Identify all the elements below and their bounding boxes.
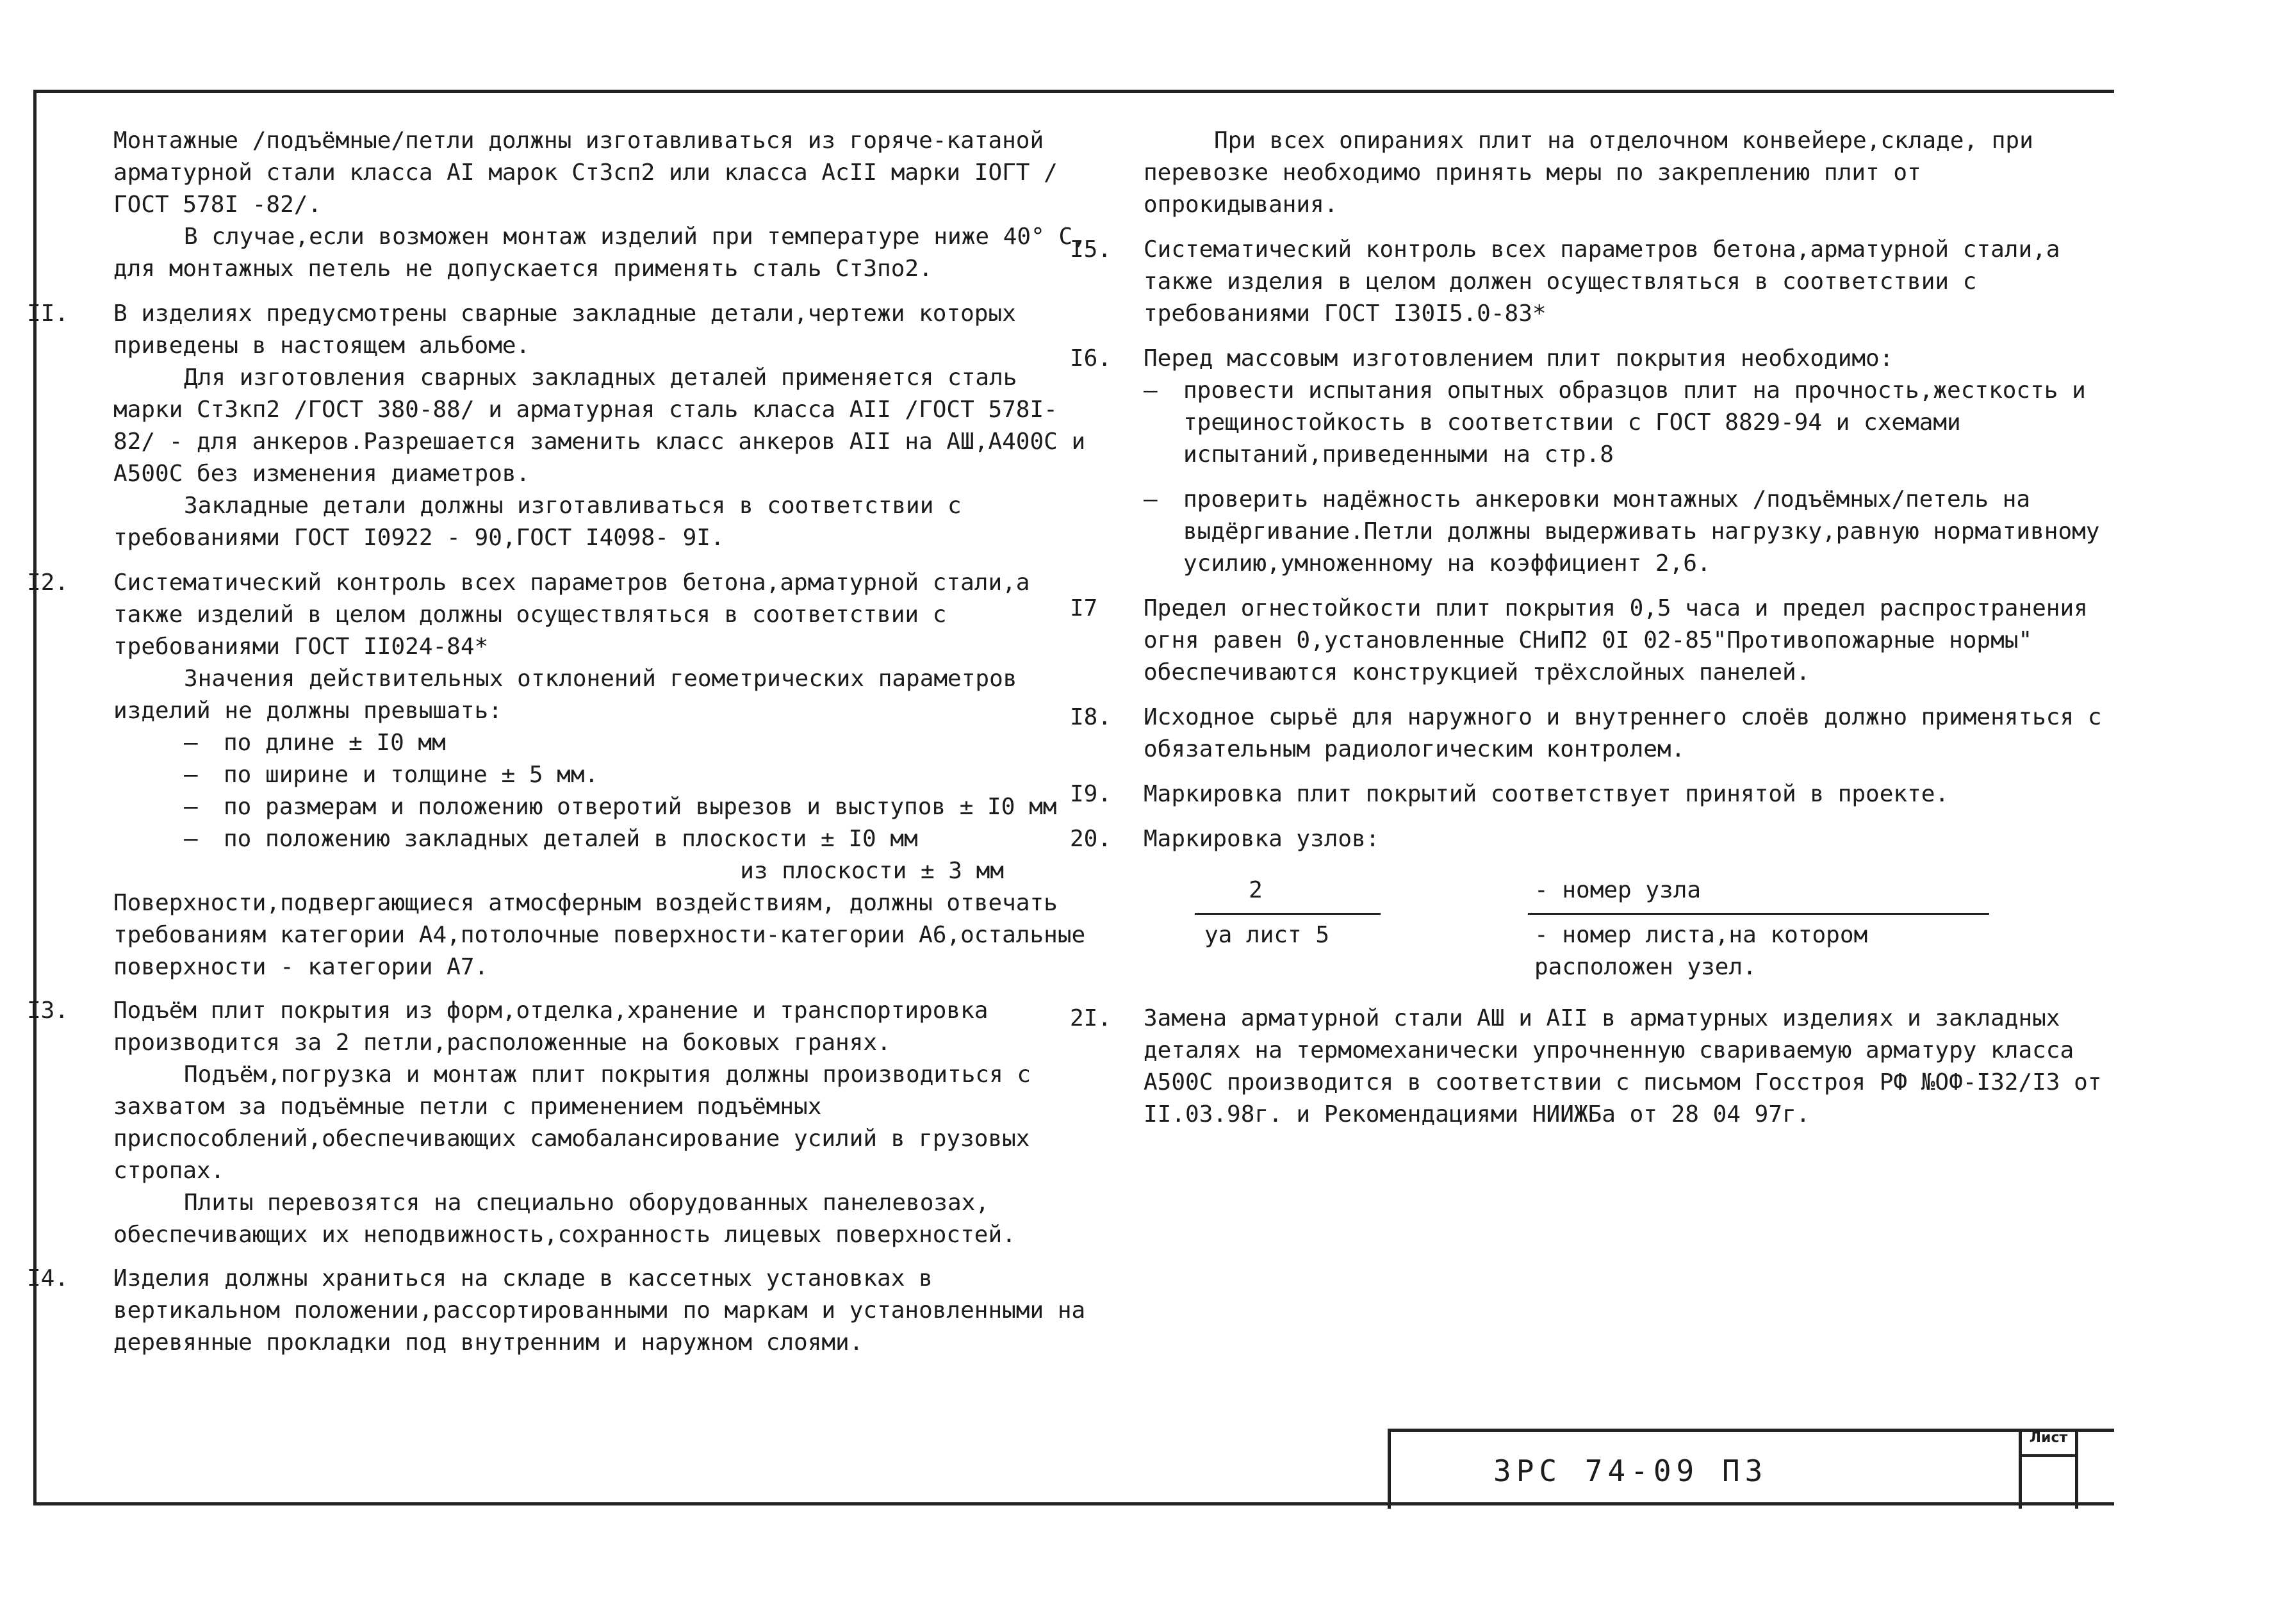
paragraph: Для изготовления сварных закладных деталей применяется сталь марки Ст3кп2 /ГОСТ 380-88/ и арматурная сталь класса АII /ГОСТ 578I-82/ - для анкеров.Разрешается заменить класс анкеров АII на АШ,А400С и А500С без изменения диаметров.: [113, 365, 1086, 487]
fraction-line: [1195, 913, 1381, 915]
node-number-description: - номер узла: [1534, 877, 1702, 903]
item-12: [27, 567, 1087, 983]
paragraph: Предел огнестойкости плит покрытия 0,5 часа и предел распространения огня равен 0,установленные СНиП2 0I 02-85"Противопожарные нормы" обеспечиваются конструкцией трёхслойных панелей.: [1144, 595, 2088, 685]
list-item: – по длине ± I0 мм: [184, 727, 1087, 759]
paragraph: Подъём плит покрытия из форм,отделка,хранение и транспортировка производится за 2 петли,расположенные на боковых гранях.: [113, 997, 989, 1056]
paragraph: Поверхности,подвергающиеся атмосферным воздействиям, должны отвечать требованиям категории А4,потолочные поверхности-категории А6,остальные поверхности - категории А7.: [113, 890, 1086, 980]
paragraph: Замена арматурной стали АШ и АII в арматурных изделиях и закладных деталях на термомеханически упрочненную свариваемую арматуру класса А500С производится в соответствии с письмом Госстроя РФ №ОФ-I32/I3 от II.03.98г. и Рекомендациями НИИЖБа от 28 04 97г.: [1144, 1005, 2102, 1128]
paragraph: Значения действительных отклонений геометрических параметров изделий не должны превышать:: [113, 666, 1017, 724]
paragraph: Плиты перевозятся на специально оборудованных панелевозах, обеспечивающих их неподвижность,сохранность лицевых поверхностей.: [113, 1190, 1016, 1248]
paragraph: Систематический контроль всех параметров бетона,арматурной стали,а также изделий в целом должны осуществляться в соответствии с требованиями ГОСТ II024-84*: [113, 570, 1030, 660]
sheet-label: Лист: [2029, 1430, 2068, 1446]
paragraph: Исходное сырьё для наружного и внутреннего слоёв должно применяться с обязательным радиологическим контролем.: [1144, 704, 2102, 762]
item-21: [1070, 1003, 2105, 1131]
item-number: I5.: [1070, 236, 1112, 263]
item-19: [1070, 778, 2105, 810]
tolerance-list: [113, 727, 1087, 855]
list-item: – по ширине и толщине ± 5 мм.: [184, 759, 1087, 791]
item-number: 20.: [1070, 826, 1112, 852]
title-block-stamp: [1388, 1429, 2114, 1509]
node-number: 2: [1249, 877, 1263, 903]
item-16: [1070, 343, 2105, 580]
document-sheet: [27, 90, 2114, 1505]
item-number: I2.: [27, 570, 69, 596]
item-number: I6.: [1070, 345, 1112, 372]
item-20: [1070, 823, 2105, 990]
list-item: – по размерам и положению отверотий вырезов и выступов ± I0 мм: [184, 791, 1087, 823]
left-intro: [113, 125, 1087, 285]
item-15: [1070, 234, 2105, 330]
item-number: I3.: [27, 997, 69, 1024]
item-17: [1070, 593, 2105, 689]
right-intro: [1144, 125, 2105, 221]
sheet-number-cell: [2019, 1429, 2078, 1509]
item-18: [1070, 701, 2105, 766]
list-item: – провести испытания опытных образцов плит на прочность,жесткость и трещиностойкость в соответствии с ГОСТ 8829-94 и схемами испытаний,приведенными на стр.8: [1144, 375, 2105, 471]
paragraph: Систематический контроль всех параметров бетона,арматурной стали,а также изделия в целом должен осуществляться в соответствии с требованиями ГОСТ I30I5.0-83*: [1144, 236, 2060, 327]
item-number: II.: [27, 300, 69, 327]
paragraph: В изделиях предусмотрены сварные закладные детали,чертежи которых приведены в настоящем альбоме.: [113, 300, 1016, 359]
item-14: [27, 1263, 1087, 1359]
left-column: [27, 125, 1087, 1370]
item-number: 2I.: [1070, 1005, 1112, 1031]
paragraph: При всех опираниях плит на отделочном конвейере,складе, при перевозке необходимо принять меры по закреплению плит от опрокидывания.: [1144, 127, 2033, 218]
item-number: I7: [1070, 595, 1098, 621]
sheet-number-description: - номер листа,на котором расположен узел.: [1534, 922, 1868, 980]
sheet-reference: уа лист 5: [1204, 922, 1330, 948]
paragraph: В случае,если возможен монтаж изделий при температуре ниже 40° С, для монтажных петель не допускается применять сталь Ст3по2.: [113, 224, 1087, 282]
item-number: I4.: [27, 1265, 69, 1292]
paragraph: Изделия должны храниться на складе в кассетных установках в вертикальном положении,рассортированными по маркам и установленными на деревянные прокладки под внутренним и наружном слоями.: [113, 1265, 1086, 1356]
item-number: I9.: [1070, 781, 1112, 807]
paragraph: Подъём,погрузка и монтаж плит покрытия должны производиться с захватом за подъёмные петли с применением подъёмных приспособлений,обеспечивающих самобалансирование усилий в грузовых стропах.: [113, 1062, 1031, 1184]
paragraph: из плоскости ± 3 мм: [740, 858, 1004, 884]
node-marking-legend: [1144, 874, 2105, 990]
list-item: – проверить надёжность анкеровки монтажных /подъёмных/петель на выдёргивание.Петли должны выдерживать нагрузку,равную нормативному усилию,умноженному на коэффициент 2,6.: [1144, 484, 2105, 580]
paragraph: Маркировка узлов:: [1144, 826, 1380, 852]
paragraph: Маркировка плит покрытий соответствует принятой в проекте.: [1144, 781, 1949, 807]
list-item: – по положению закладных деталей в плоскости ± I0 мм: [184, 823, 1087, 855]
right-column: [1070, 125, 2105, 1142]
item-13: [27, 995, 1087, 1251]
item-number: I8.: [1070, 704, 1112, 730]
document-code: 3РС 74-09 ПЗ: [1493, 1454, 1768, 1488]
paragraph: Закладные детали должны изготавливаться в соответствии с требованиями ГОСТ I0922 - 90,ГОСТ I4098- 9I.: [113, 493, 962, 551]
item-11: [27, 298, 1087, 554]
paragraph: Перед массовым изготовлением плит покрытия необходимо:: [1144, 345, 1894, 372]
paragraph: Монтажные /подъёмные/петли должны изготавливаться из горяче-катаной арматурной стали класса AI марок Ст3сп2 или класса АсII марки IОГТ /ГОСТ 578I -82/.: [113, 127, 1058, 218]
test-list: [1144, 375, 2105, 580]
divider: [1528, 913, 1989, 915]
divider: [2022, 1454, 2075, 1457]
